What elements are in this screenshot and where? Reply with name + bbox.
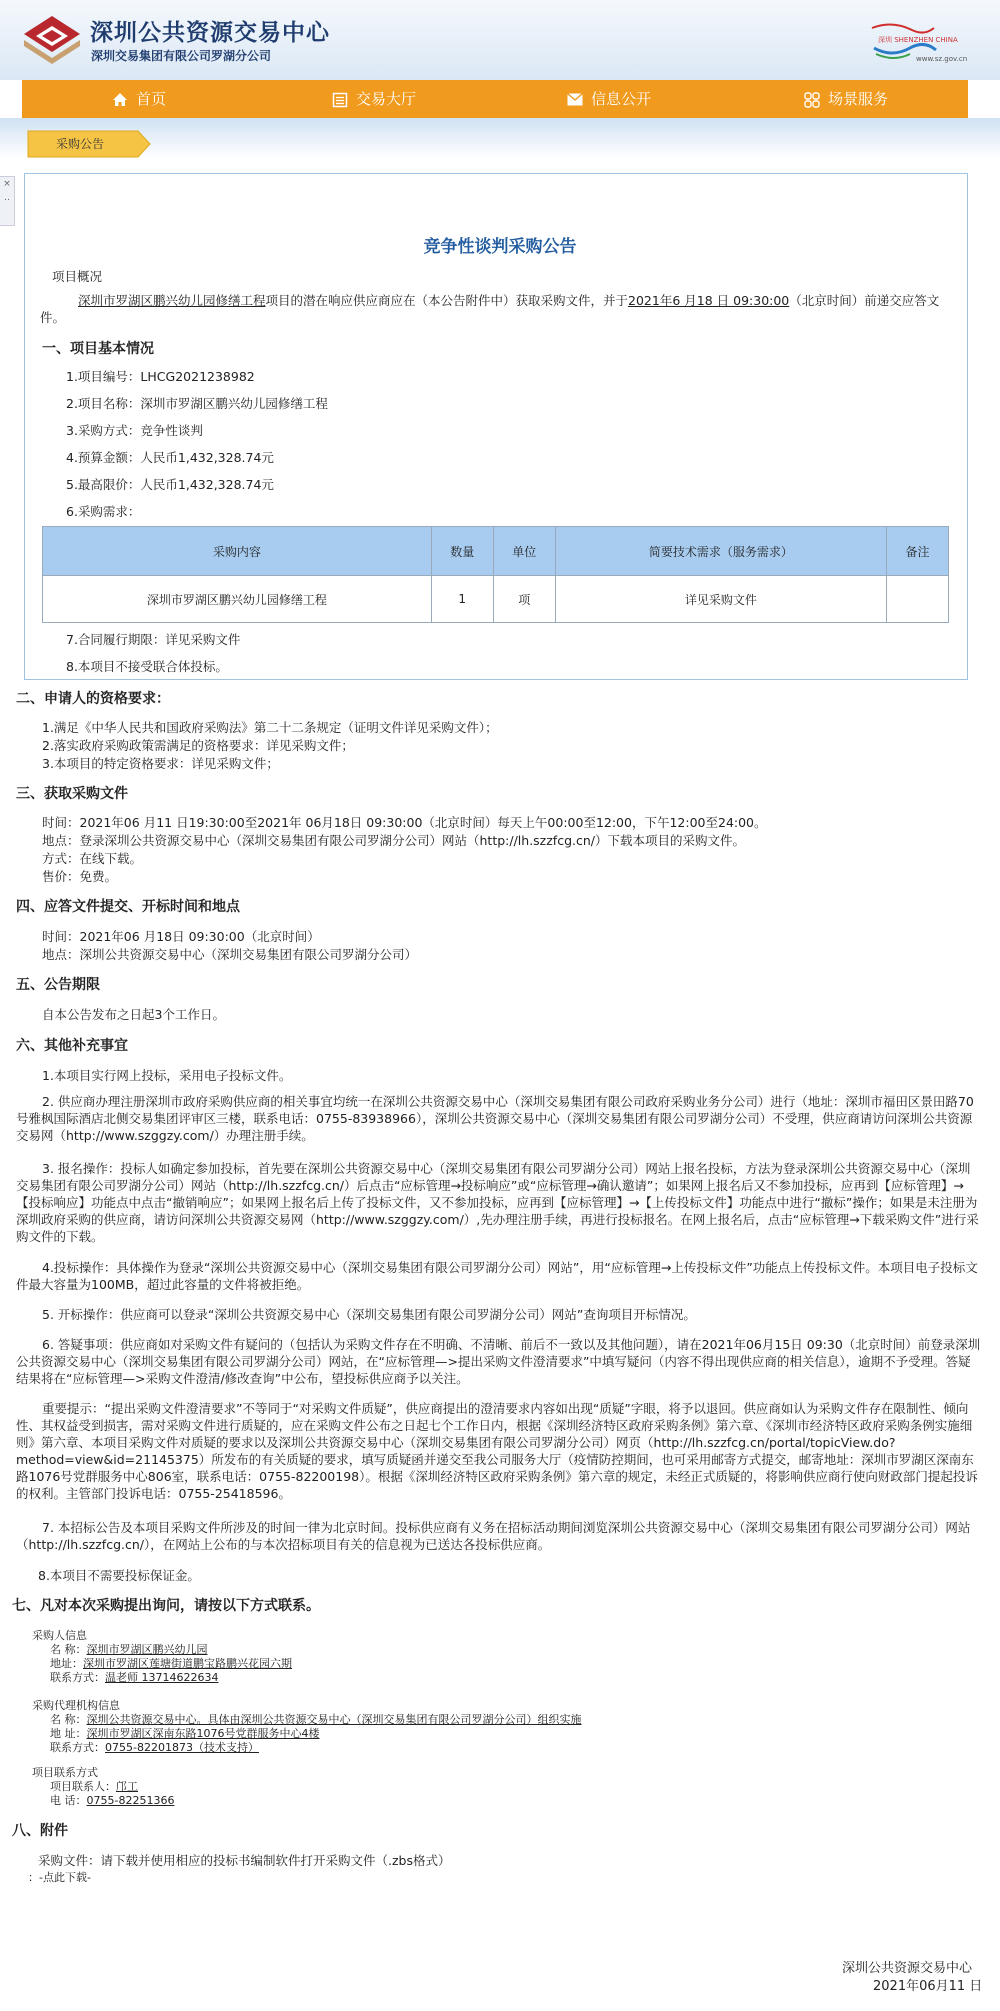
main-nav — [22, 80, 968, 118]
supplement-paragraph: 5. 开标操作：供应商可以登录“深圳公共资源交易中心（深圳交易集团有限公司罗湖分公司）网站”查询项目开标情况。 — [42, 1307, 696, 1322]
qualification-item: 2.落实政府采购政策需满足的资格要求：详见采购文件； — [42, 738, 354, 753]
intro-text-end: （北京时间）前递交应答文件。 — [40, 293, 940, 325]
supplement-item: 1.本项目实行网上投标，采用电子投标文件。 — [42, 1068, 292, 1083]
section-heading-1: 一、项目基本情况 — [42, 341, 154, 357]
field-key: 名 称： — [50, 1643, 87, 1656]
table-cell: 详见采购文件 — [555, 576, 886, 623]
agent-info-label: 采购代理机构信息 — [32, 1699, 120, 1712]
buyer-info-label: 采购人信息 — [32, 1629, 87, 1642]
section-heading-3: 三、获取采购文件 — [16, 786, 128, 802]
buyer-name: 深圳市罗湖区鹏兴幼儿园 — [86, 1643, 208, 1656]
project-number: 1.项目编号：LHCG2021238982 — [66, 369, 255, 384]
supplement-paragraph: 6. 答疑事项：供应商如对采购文件有疑问的（包括认为采购文件存在不明确、不清晰、前后不一致以及其他问题），请在2021年06月15日 09:30（北京时间）前登录深圳公共资源交易中心（深圳交易集团有限公司罗湖分公司）网站，在“应标管理—>提出采购文件澄清要求”中填写疑问（内容不得出现供应商的相关信息），逾期不予受理。答疑结果将在“应标管理—>采购文件澄清/修改查询”中公布，望投标供应商予以关注。 — [16, 1337, 981, 1386]
shenzhen-logo-text: 深圳 SHENZHEN CHINA — [878, 36, 958, 44]
agent-address: 深圳市罗湖区深南东路1076号党群服务中心4楼 — [86, 1727, 320, 1740]
nav-item-label: 交易大厅 — [356, 90, 417, 108]
table-cell — [886, 576, 948, 623]
site-title: 深圳公共资源交易中心 — [90, 20, 330, 46]
site-logo-icon[interactable] — [22, 14, 82, 66]
obtain-price: 售价：免费。 — [42, 869, 118, 884]
breadcrumb-label: 采购公告 — [55, 137, 104, 151]
project-contact-tel-row — [50, 1792, 174, 1808]
signature-organization: 深圳公共资源交易中心 — [842, 1961, 973, 1976]
obtain-method: 方式：在线下载。 — [42, 851, 143, 866]
procurement-method: 3.采购方式：竞争性谈判 — [66, 423, 203, 438]
supplement-paragraph: 2. 供应商办理注册深圳市政府采购供应商的相关事宜均统一在深圳公共资源交易中心（深圳交易集团有限公司政府采购业务分公司）进行（地址：深圳市福田区景田路70号雅枫国际酒店北侧交易集团评审区三楼，联系电话：0755-83938966），深圳公共资源交易中心（深圳交易集团有限公司罗湖分公司）不受理，供应商请访问深圳公共资源交易网（http://www.szggzy.com/）办理注册手续。 — [16, 1094, 974, 1143]
announcement-title: 竞争性谈判采购公告 — [423, 237, 577, 257]
intro-project-name[interactable]: 深圳市罗湖区鹏兴幼儿园修缮工程 — [78, 293, 266, 308]
grid-icon — [804, 92, 820, 108]
section-heading-7: 七、凡对本次采购提出询问，请按以下方式联系。 — [12, 1598, 320, 1614]
notice-period: 自本公告发布之日起3个工作日。 — [42, 1007, 225, 1022]
agent-name: 深圳公共资源交易中心。具体由深圳公共资源交易中心（深圳交易集团有限公司罗湖分公司）组织实施 — [86, 1713, 582, 1726]
nav-item-label: 首页 — [136, 90, 167, 108]
project-name: 2.项目名称：深圳市罗湖区鹏兴幼儿园修缮工程 — [66, 396, 328, 411]
budget-amount: 4.预算金额：人民币1,432,328.74元 — [66, 450, 274, 465]
field-key: 联系方式： — [50, 1671, 105, 1684]
contract-period: 7.合同履行期限：详见采购文件 — [66, 632, 241, 647]
qualification-item: 1.满足《中华人民共和国政府采购法》第二十二条规定（证明文件详见采购文件）； — [42, 720, 498, 735]
nav-item-info-disclosure[interactable] — [567, 80, 651, 118]
procurement-requirement-label: 6.采购需求： — [66, 504, 141, 519]
shenzhen-url: www.sz.gov.cn — [916, 55, 968, 63]
agent-contact-row — [50, 1739, 259, 1755]
site-subtitle: 深圳交易集团有限公司罗湖分公司 — [91, 49, 272, 63]
table-cell: 项 — [493, 576, 555, 623]
intro-deadline: 2021年6 月18 日 09:30:00 — [628, 293, 790, 308]
no-consortium-note: 8.本项目不接受联合体投标。 — [66, 659, 228, 674]
obtain-time: 时间：2021年06 月11 日19:30:00至2021年 06月18日 09:30:00（北京时间）每天上午00:00至12:00，下午12:00至24:00。 — [42, 815, 767, 830]
nav-item-scene-services[interactable] — [804, 80, 888, 118]
overview-label: 项目概况 — [52, 269, 103, 284]
obtain-location: 地点：登录深圳公共资源交易中心（深圳交易集团有限公司罗湖分公司）网站（http://lh.szzfcg.cn/）下载本项目的采购文件。 — [42, 833, 745, 848]
project-contact-person: 邝工 — [116, 1780, 138, 1793]
section-heading-4: 四、应答文件提交、开标时间和地点 — [16, 899, 240, 915]
field-key: 地址： — [50, 1657, 83, 1670]
buyer-contact: 温老师 13714622634 — [105, 1671, 219, 1684]
table-cell: 1 — [431, 576, 493, 623]
buyer-contact-row — [50, 1669, 218, 1685]
section-heading-5: 五、公告期限 — [16, 977, 100, 993]
nav-item-trading-hall[interactable] — [332, 80, 416, 118]
list-icon — [332, 92, 348, 108]
field-key: 地 址： — [50, 1727, 87, 1740]
table-header-cell: 简要技术需求（服务需求） — [555, 527, 886, 576]
section-heading-8: 八、附件 — [12, 1823, 68, 1839]
field-key: 联系方式： — [50, 1741, 105, 1754]
attachment-download-link[interactable]: ：-点此下载- — [28, 1871, 91, 1884]
supplement-paragraph: 重要提示：“提出采购文件澄清要求”不等同于“对采购文件质疑”，供应商提出的澄清要求内容如出现“质疑”字眼，将予以退回。供应商如认为采购文件存在限制性、倾向性、其权益受到损害，需对采购文件进行质疑的，应在采购文件公布之日起七个工作日内，根据《深圳经济特区政府采购条例》第六章、《深圳市经济特区政府采购条例实施细则》第六章、本项目采购文件对质疑的要求以及深圳公共资源交易中心（深圳交易集团有限公司罗湖分公司）网页（http://lh.szzfcg.cn/portal/topicView.do?method=view&id=21145375）所发布的有关质疑的要求，填写质疑函并递交至我公司服务大厅（疫情防控期间，也可采用邮寄方式提交，邮寄地址：深圳市罗湖区深南东路1076号党群服务中心806室，联系电话：0755-82200198）。根据《深圳经济特区政府采购条例》第六章的规定，未经正式质疑的，将影响供应商行使向财政部门提起投诉的权利。主管部门投诉电话：0755-25418596。 — [16, 1401, 978, 1501]
nav-item-label: 场景服务 — [828, 90, 889, 108]
field-key: 项目联系人： — [50, 1780, 116, 1793]
side-collapse-tab[interactable]: × ‥ — [0, 176, 15, 226]
table-row — [43, 576, 949, 623]
mail-icon — [567, 93, 583, 106]
section-heading-2: 二、申请人的资格要求： — [16, 691, 170, 707]
home-icon — [112, 92, 128, 107]
table-header-cell: 单位 — [493, 527, 555, 576]
buyer-address: 深圳市罗湖区莲塘街道鹏宝路鹏兴花园六期 — [83, 1657, 292, 1670]
nav-item-label: 信息公开 — [591, 90, 652, 108]
submission-location: 地点：深圳公共资源交易中心（深圳交易集团有限公司罗湖分公司） — [42, 947, 418, 962]
agent-contact: 0755-82201873（技术支持） — [105, 1741, 259, 1754]
max-price: 5.最高限价：人民币1,432,328.74元 — [66, 477, 274, 492]
intro-text: 项目的潜在响应供应商应在（本公告附件中）获取采购文件，并于 — [265, 293, 629, 308]
project-contact-label: 项目联系方式 — [32, 1766, 98, 1779]
supplement-paragraph: 4.投标操作：具体操作为登录“深圳公共资源交易中心（深圳交易集团有限公司罗湖分公司）网站”，用“应标管理→上传投标文件”功能点上传投标文件。本项目电子投标文件最大容量为100MB，超过此容量的文件将被拒绝。 — [16, 1260, 978, 1292]
project-contact-tel: 0755-82251366 — [86, 1794, 175, 1807]
supplement-paragraph: 3. 报名操作：投标人如确定参加投标，首先要在深圳公共资源交易中心（深圳交易集团有限公司罗湖分公司）网站上报名投标，方法为登录深圳公共资源交易中心（深圳交易集团有限公司罗湖分公司）网站（http://lh.szzfcg.cn/）后点击“应标管理→投标响应”或“应标管理→确认邀请”；如果网上报名后又不参加投标，应再到【应标管理】→【投标响应】功能点中点击“撤销响应”；如果网上报名后上传了投标文件，又不参加投标，应再到【应标管理】→【上传投标文件】功能点中进行“撤标”操作；如果是未注册为深圳政府采购的供应商，请访问深圳公共资源交易网（http://www.szggzy.com/）,先办理注册手续，再进行投标报名。在网上报名后，点击“应标管理→下载采购文件”进行采购文件的下载。 — [16, 1161, 979, 1244]
site-header — [0, 0, 1000, 80]
submission-time: 时间：2021年06 月18日 09:30:00（北京时间） — [42, 929, 320, 944]
table-header-row — [43, 527, 949, 576]
signature-date: 2021年06月11 日 — [873, 1979, 983, 1994]
table-header-cell: 采购内容 — [43, 527, 432, 576]
supplement-item: 8.本项目不需要投标保证金。 — [38, 1568, 200, 1583]
field-key: 名 称： — [50, 1713, 87, 1726]
section-heading-6: 六、其他补充事宜 — [16, 1038, 128, 1054]
table-cell: 深圳市罗湖区鹏兴幼儿园修缮工程 — [43, 576, 432, 623]
attachment-text: 采购文件：请下载并使用相应的投标书编制软件打开采购文件（.zbs格式） — [38, 1853, 451, 1868]
table-header-cell: 备注 — [886, 527, 948, 576]
field-key: 电 话： — [50, 1794, 87, 1807]
breadcrumb[interactable] — [28, 131, 146, 157]
supplement-paragraph: 7. 本招标公告及本项目采购文件所涉及的时间一律为北京时间。投标供应商有义务在招标活动期间浏览深圳公共资源交易中心（深圳交易集团有限公司罗湖分公司）网站（http://lh.szzfcg.cn/），在网站上公布的与本次招标项目有关的信息视为已送达各投标供应商。 — [16, 1520, 971, 1552]
table-header-cell: 数量 — [431, 527, 493, 576]
requirement-table — [42, 526, 949, 623]
qualification-item: 3.本项目的特定资格要求：详见采购文件； — [42, 756, 279, 771]
intro-paragraph — [40, 292, 950, 326]
nav-item-home[interactable] — [112, 80, 166, 118]
